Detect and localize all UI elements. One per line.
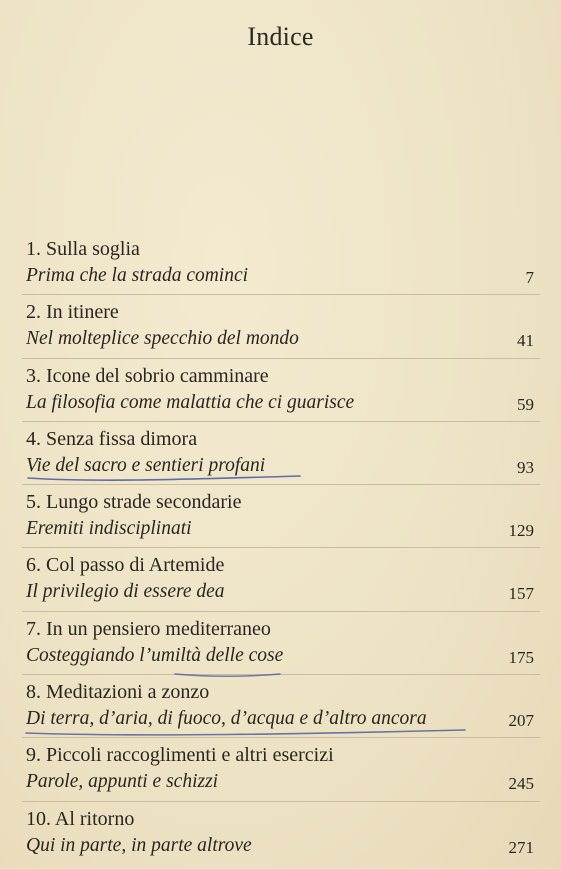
toc-entry [0,552,561,615]
page-number: 157 [508,584,534,604]
page-number: 41 [517,331,534,351]
chapter-title: 9. Piccoli raccoglimenti e altri esercizi [26,744,334,767]
table-of-contents [0,236,561,869]
toc-entry [0,742,561,805]
chapter-subtitle: Nel molteplice specchio del mondo [26,328,299,350]
chapter-title: 4. Senza fissa dimora [26,427,198,450]
chapter-title: 10. Al ritorno [26,807,135,830]
chapter-subtitle: La filosofia come malattia che ci guarisce [26,391,355,413]
page-number: 93 [517,457,534,477]
chapter-subtitle: Eremiti indisciplinati [26,518,192,540]
page-number: 207 [508,711,534,731]
page-number: 7 [525,268,534,287]
toc-entry [0,363,561,426]
chapter-subtitle: Il privilegio di essere dea [26,581,225,603]
page-number: 175 [508,647,534,667]
toc-entry [0,679,561,742]
chapter-title: 2. In itinere [26,301,119,324]
chapter-subtitle: Parole, appunti e schizzi [26,771,219,793]
toc-entry [0,426,561,489]
page-number: 245 [508,774,534,794]
chapter-title: 3. Icone del sobrio camminare [26,364,269,387]
chapter-subtitle: Prima che la strada cominci [26,265,249,286]
toc-entry [0,236,561,299]
chapter-title: 8. Meditazioni a zonzo [26,681,210,704]
chapter-subtitle: Di terra, d’aria, di fuoco, d’acqua e d’altro ancora [26,708,427,730]
toc-entry [0,806,561,869]
toc-entry [0,299,561,362]
toc-entry [0,616,561,679]
page-number: 59 [517,394,534,414]
page-number: 271 [508,837,534,857]
toc-entry [0,489,561,552]
chapter-subtitle: Qui in parte, in parte altrove [26,834,252,856]
chapter-subtitle: Costeggiando l’umiltà delle cose [26,644,284,666]
chapter-subtitle: Vie del sacro e sentieri profani [26,454,266,476]
page-title: Indice [247,22,314,51]
chapter-title: 6. Col passo di Artemide [26,554,225,577]
chapter-title: 7. In un pensiero mediterraneo [26,617,271,640]
chapter-title: 1. Sulla soglia [26,238,140,260]
chapter-title: 5. Lungo strade secondarie [26,491,242,514]
page-number: 129 [508,521,534,541]
